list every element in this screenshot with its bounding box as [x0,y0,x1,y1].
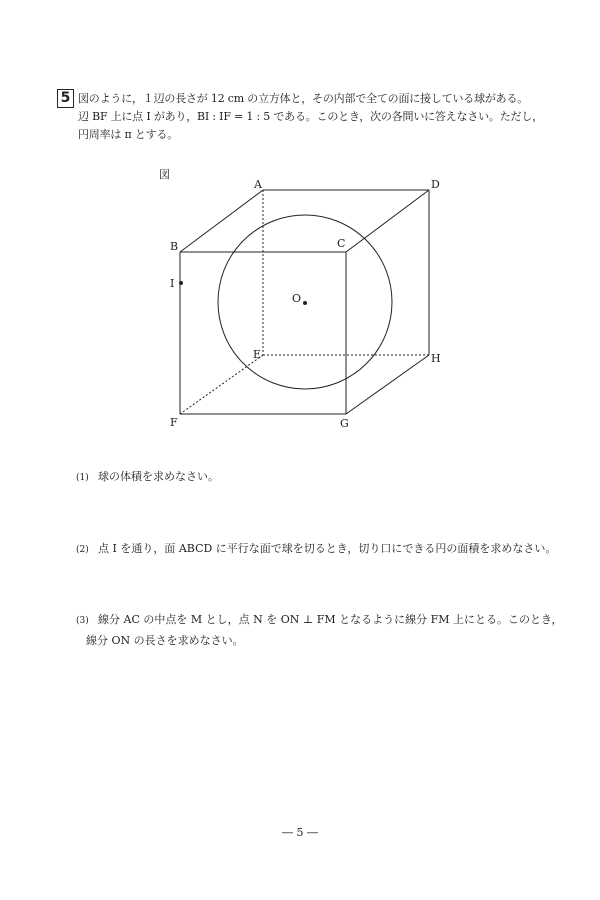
edge-HG [346,355,429,414]
label-I: I [170,277,175,290]
intro-line: 円周率は π とする。 [78,128,179,141]
question-text-continued: 線分 ON の長さを求めなさい。 [86,634,244,647]
question-text: 球の体積を求めなさい。 [98,470,219,483]
edge-DC [346,190,429,252]
question-number: (2) [76,545,89,555]
center-point-O [303,301,307,305]
intro-line: 図のように，１辺の長さが 12 cm の立方体と，その内部で全ての面に接している球がある。 [78,92,529,105]
page-number: ― 5 ― [282,826,318,839]
question-text: 線分 AC の中点を M とし，点 N を ON ⊥ FM となるように線分 FM 上にとる。このとき， [98,613,563,626]
label-C: C [337,237,346,250]
label-H: H [431,352,441,365]
label-O: O [292,292,302,305]
label-D: D [431,178,440,191]
question-2 [76,539,556,560]
problem-number: 5 [57,89,74,108]
point-I-dot [179,281,183,285]
label-F: F [170,416,178,429]
label-G: G [340,417,349,430]
question-text: 点 I を通り，面 ABCD に平行な面で球を切るとき，切り口にできる円の面積を求めなさい。 [98,542,557,555]
question-number: (3) [76,616,89,626]
edge-AB [180,190,263,252]
question-1 [76,467,219,488]
label-E: E [253,348,262,361]
intro-line: 辺 BF 上に点 I があり，BI : IF = 1 : 5 である。このとき，次の各問いに答えなさい。ただし， [78,110,543,123]
label-A: A [254,178,262,191]
hidden-edge-EF [180,355,263,414]
question-number: (1) [76,473,89,483]
question-3 [76,610,563,650]
label-B: B [170,240,179,253]
figure-label: 図 [159,168,170,181]
